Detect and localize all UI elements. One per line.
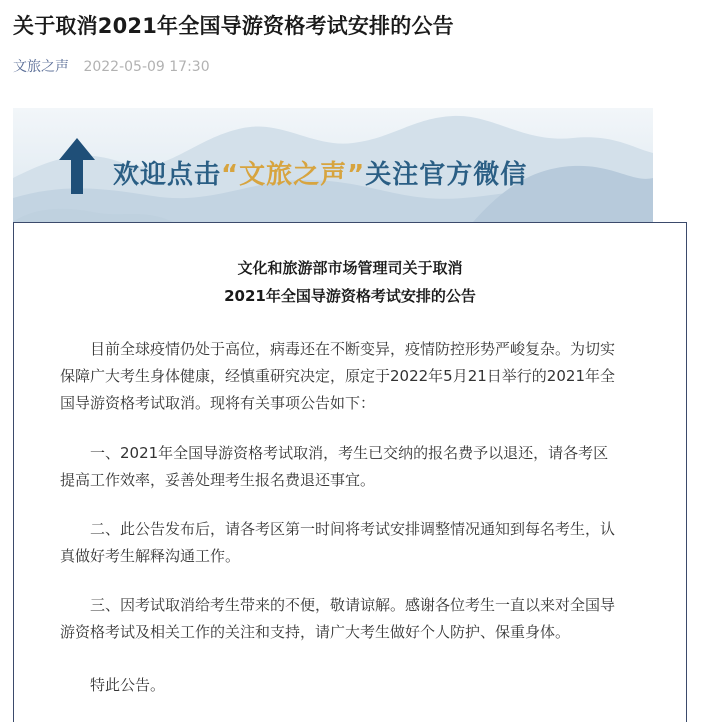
follow-banner[interactable] bbox=[13, 108, 653, 222]
banner-text-highlight: “文旅之声” bbox=[221, 160, 366, 190]
paragraph-line: 特此公告。 bbox=[60, 676, 166, 694]
paragraph-line: 三、因考试取消给考生带来的不便，敬请谅解。感谢各位考生一直以来对全国导 bbox=[60, 596, 616, 614]
paragraph-line: 目前全球疫情仍处于高位，病毒还在不断变异，疫情防控形势严峻复杂。为切实 bbox=[60, 340, 616, 358]
paragraph-line: 真做好考生解释沟通工作。 bbox=[60, 547, 241, 565]
notice-box bbox=[13, 222, 687, 722]
account-name-link[interactable]: 文旅之声 bbox=[13, 59, 69, 75]
article-meta bbox=[13, 56, 210, 76]
paragraph-line: 提高工作效率，妥善处理考生报名费退还事宜。 bbox=[60, 471, 376, 489]
banner-text-before: 欢迎点击 bbox=[113, 160, 222, 190]
notice-heading-line2: 2021年全国导游资格考试安排的公告 bbox=[224, 287, 476, 305]
paragraph-line: 游资格考试及相关工作的关注和支持，请广大考生做好个人防护、保重身体。 bbox=[60, 623, 571, 641]
paragraph-line: 二、此公告发布后，请各考区第一时间将考试安排调整情况通知到每名考生，认 bbox=[60, 520, 616, 538]
paragraph-line: 一、2021年全国导游资格考试取消，考生已交纳的报名费予以退还，请各考区 bbox=[60, 444, 609, 462]
notice-heading-line1: 文化和旅游部市场管理司关于取消 bbox=[237, 259, 463, 277]
publish-datetime: 2022-05-09 17:30 bbox=[83, 59, 210, 75]
notice-paragraph-item-1 bbox=[60, 440, 608, 494]
notice-paragraph-item-3 bbox=[60, 592, 615, 646]
article-title: 关于取消2021年全国导游资格考试安排的公告 bbox=[13, 14, 454, 38]
banner-text bbox=[113, 154, 527, 191]
notice-paragraph-intro bbox=[60, 336, 615, 417]
paragraph-line: 保障广大考生身体健康，经慎重研究决定，原定于2022年5月21日举行的2021年全 bbox=[60, 367, 615, 385]
notice-paragraph-item-2 bbox=[60, 516, 615, 570]
paragraph-line: 国导游资格考试取消。现将有关事项公告如下： bbox=[60, 394, 376, 412]
banner-text-after: 关注官方微信 bbox=[365, 160, 528, 190]
up-arrow-icon bbox=[59, 138, 95, 194]
notice-paragraph-closing bbox=[60, 672, 165, 699]
